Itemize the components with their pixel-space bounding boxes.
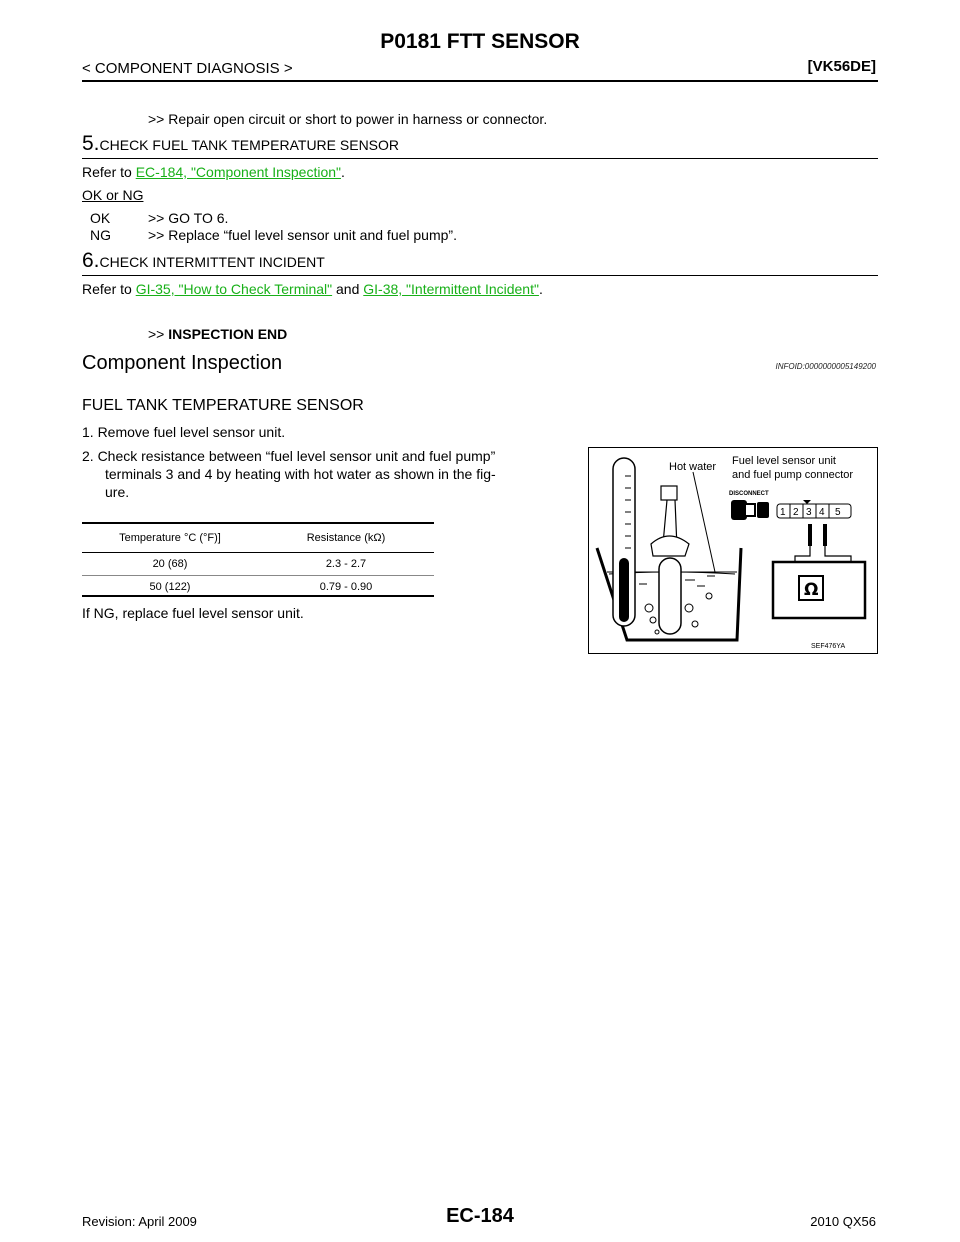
table-cell: 20 (68) — [82, 553, 258, 576]
table-cell: 2.3 - 2.7 — [258, 553, 434, 576]
header-rule — [82, 80, 878, 82]
repair-instruction: >> Repair open circuit or short to power in harness or connector. — [148, 111, 548, 127]
table-cell: 0.79 - 0.90 — [319, 581, 373, 593]
test-setup-figure — [588, 447, 878, 654]
inspection-end — [148, 325, 287, 343]
disconnect-icon — [731, 500, 769, 520]
refer-prefix: Refer to — [82, 281, 136, 297]
resistance-table — [82, 524, 434, 598]
pin-1: 1 — [780, 507, 786, 518]
procedure-item-2-line-1: 2. Check resistance between “fuel level sensor unit and fuel pump” — [82, 448, 496, 464]
page-title: P0181 FTT SENSOR — [380, 30, 580, 53]
link-gi-35[interactable]: GI-35, "How to Check Terminal" — [135, 281, 333, 297]
section-label: < COMPONENT DIAGNOSIS > — [82, 60, 293, 77]
step-6-heading — [82, 249, 325, 273]
step-5-refer — [82, 163, 345, 181]
link-ec-184[interactable]: EC-184, "Component Inspection" — [135, 164, 341, 180]
pin-5: 5 — [835, 507, 841, 518]
step-5-number: 5. — [82, 132, 100, 155]
table-row — [82, 553, 434, 576]
ng-label: NG — [90, 227, 111, 243]
page-number: EC-184 — [446, 1205, 514, 1227]
engine-label: [VK56DE] — [807, 58, 876, 75]
pin-4: 4 — [819, 507, 825, 518]
refer-suffix: . — [538, 281, 543, 297]
pin-2: 2 — [793, 507, 799, 518]
sensor-icon — [661, 486, 677, 500]
table-header-row — [82, 524, 434, 553]
ok-label: OK — [90, 210, 111, 226]
ok-ng-label: OK or NG — [82, 187, 144, 203]
step-5-title: CHECK FUEL TANK TEMPERATURE SENSOR — [99, 137, 400, 153]
hot-water-label: Hot water — [669, 461, 717, 473]
pin-3: 3 — [806, 507, 812, 518]
end-text: INSPECTION END — [168, 326, 288, 342]
header-temperature: Temperature °C (°F)] — [82, 524, 258, 553]
step-6-number: 6. — [82, 249, 100, 272]
figure-code: SEF476YA — [811, 643, 846, 650]
ok-action: >> GO TO 6. — [148, 210, 229, 226]
connector-icon — [777, 500, 851, 518]
ng-note: If NG, replace fuel level sensor unit. — [82, 605, 304, 621]
step-6-title: CHECK INTERMITTENT INCIDENT — [99, 254, 325, 270]
table-bottom-rule — [82, 595, 434, 597]
step-5-rule — [82, 158, 878, 159]
component-inspection-title: Component Inspection — [82, 352, 283, 374]
end-prefix: >> — [148, 326, 169, 342]
ohm-symbol: Ω — [804, 580, 819, 600]
revision-label: Revision: April 2009 — [82, 1214, 197, 1229]
refer-prefix: Refer to — [82, 164, 136, 180]
procedure-item-1: 1. Remove fuel level sensor unit. — [82, 424, 286, 440]
table-cell: 50 (122) — [149, 581, 191, 593]
link-gi-38[interactable]: GI-38, "Intermittent Incident" — [363, 281, 539, 297]
refer-and: and — [332, 281, 364, 297]
test-setup-illustration — [589, 448, 877, 653]
connector-label-line-1: Fuel level sensor unit — [732, 455, 836, 467]
header-resistance: Resistance (kΩ) — [258, 524, 434, 553]
step-5-heading — [82, 132, 399, 156]
model-label: 2010 QX56 — [810, 1214, 876, 1229]
sensor-subtitle: FUEL TANK TEMPERATURE SENSOR — [82, 397, 364, 414]
refer-suffix: . — [340, 164, 345, 180]
ng-action: >> Replace “fuel level sensor unit and fuel pump”. — [148, 227, 457, 243]
disconnect-label: DISCONNECT — [729, 491, 769, 497]
step-6-refer — [82, 280, 543, 298]
step-6-rule — [82, 275, 878, 276]
procedure-item-2-line-3: ure. — [105, 484, 130, 500]
procedure-item-2-line-2: terminals 3 and 4 by heating with hot water as shown in the fig- — [105, 466, 496, 482]
info-id: INFOID:0000000005149200 — [775, 362, 876, 371]
connector-label-line-2: and fuel pump connector — [732, 469, 854, 481]
